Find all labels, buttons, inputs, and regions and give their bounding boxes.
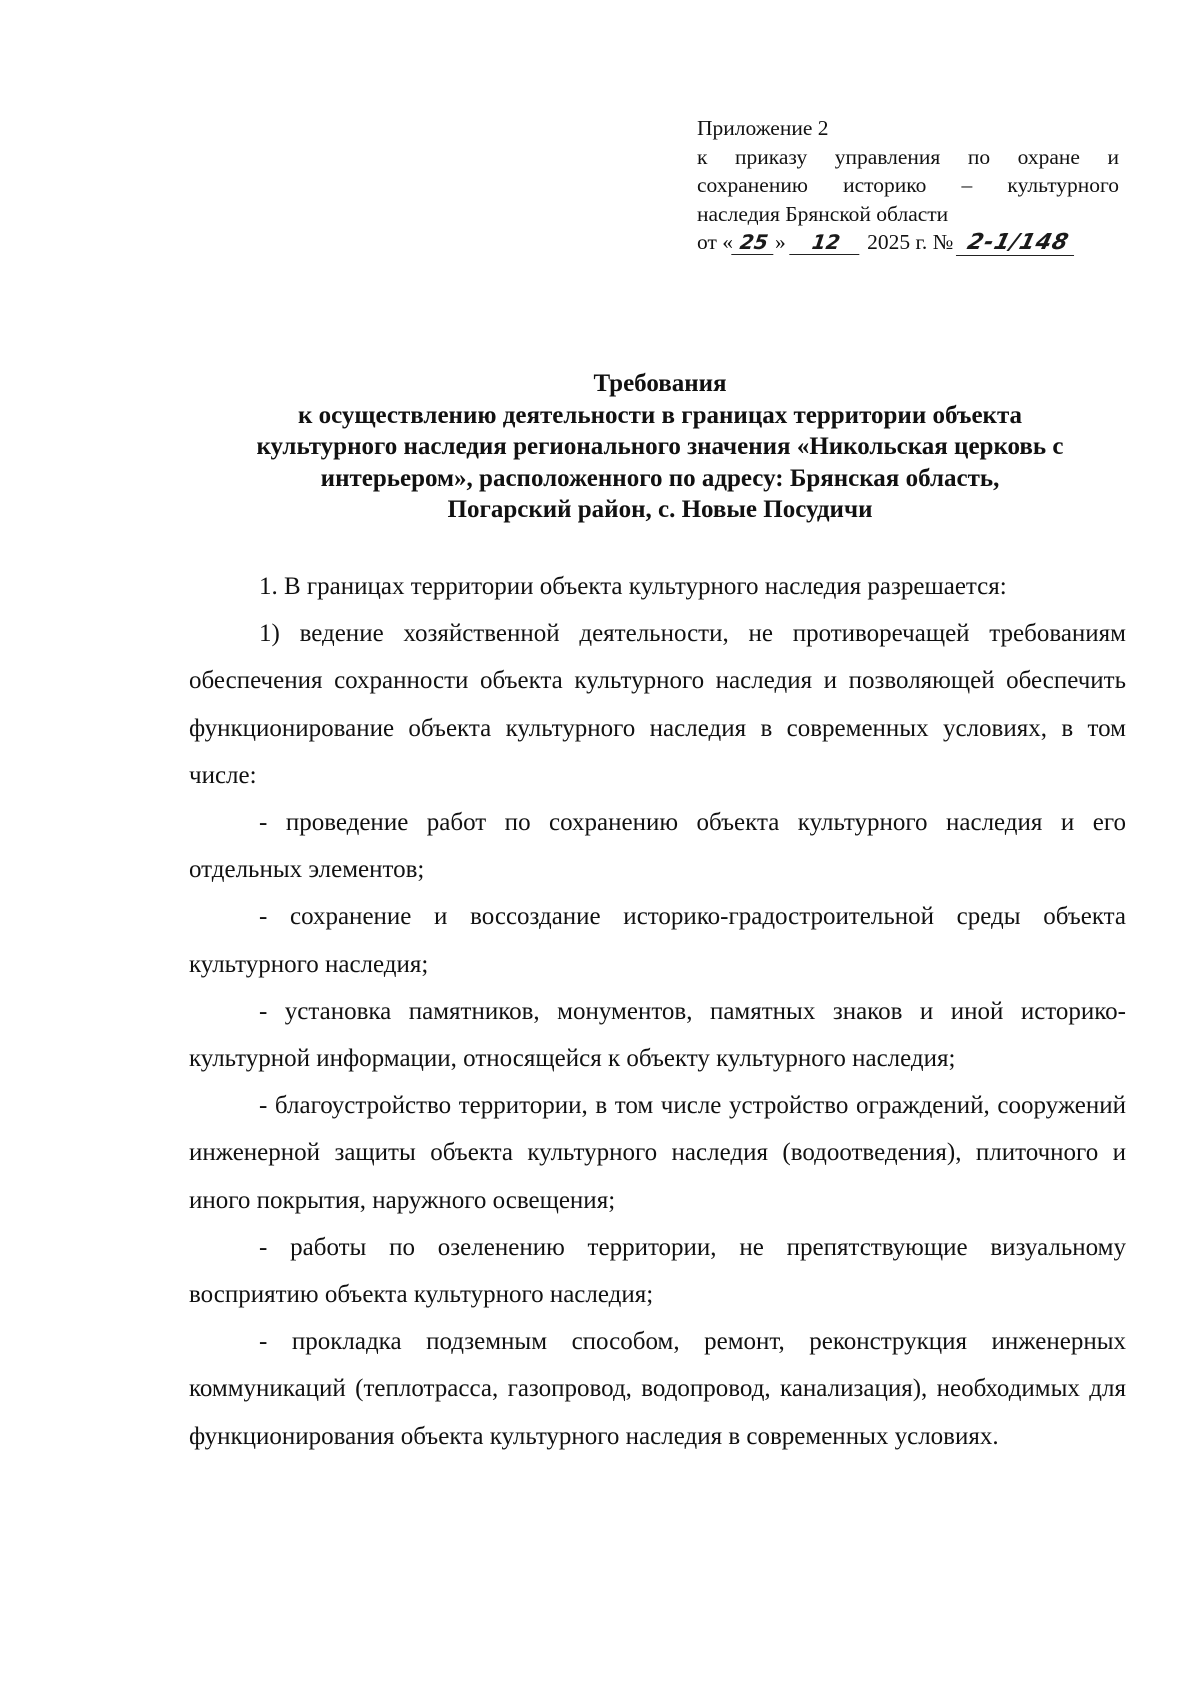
order-date-line [697, 228, 1119, 257]
appendix-header [697, 114, 1119, 257]
title-line-2: к осуществлению деятельности в границах территории объекта [297, 401, 1023, 429]
paragraph-5: - установка памятников, монументов, памятных знаков и иной историко-культурной информации, относящейся к объекту культурного наследия; [189, 997, 1126, 1073]
paragraph-6: - благоустройство территории, в том числе устройство ограждений, сооружений инженерной защиты объекта культурного наследия (водоотведения), плиточного и иного покрытия, наружного освещения; [189, 1092, 1126, 1214]
handwritten-order-number: 2-1/148 [955, 231, 1079, 256]
paragraph-2: 1) ведение хозяйственной деятельности, не противоречащей требованиям обеспечения сохранности объекта культурного наследия и позволяющей обеспечить функционирование объекта культурного наследия в современных условиях, в том числе: [189, 620, 1126, 789]
title-line-1: Требования [593, 370, 727, 397]
handwritten-month: 12 [789, 230, 863, 255]
title-line-3: культурного наследия регионального значения «Никольская церковь с [256, 433, 1064, 460]
title-line-5: Погарский район, с. Новые Посудичи [447, 496, 873, 523]
paragraph-4: - сохранение и воссоздание историко-градостроительной среды объекта культурного наследия; [189, 903, 1126, 978]
date-prefix: от « [697, 230, 733, 254]
handwritten-day: 25 [731, 230, 777, 255]
paragraph-7: - работы по озеленению территории, не препятствующие визуальному восприятию объекта культурного наследия; [189, 1233, 1126, 1309]
appendix-line-3: наследия Брянской области [697, 201, 949, 226]
paragraph-1: 1. В границах территории объекта культурного наследия разрешается: [259, 573, 1007, 600]
document-title [150, 368, 1170, 526]
appendix-line-1: к приказу управления по охране и [697, 144, 1119, 169]
date-year: 2025 г. № [867, 230, 954, 254]
title-line-4: интерьером», расположенного по адресу: Брянская область, [320, 464, 1000, 492]
document-body [189, 563, 1126, 1460]
appendix-line-2: сохранению историко – культурного [697, 173, 1119, 197]
paragraph-8: - прокладка подземным способом, ремонт, реконструкция инженерных коммуникаций (теплотрасса, газопровод, водопровод, канализация), необходимых для функционирования объекта культурного наследия в современных условиях. [189, 1328, 1126, 1450]
paragraph-3: - проведение работ по сохранению объекта культурного наследия и его отдельных элементов; [189, 809, 1126, 884]
date-quote-close: » [775, 230, 786, 254]
appendix-label: Приложение 2 [697, 116, 829, 140]
